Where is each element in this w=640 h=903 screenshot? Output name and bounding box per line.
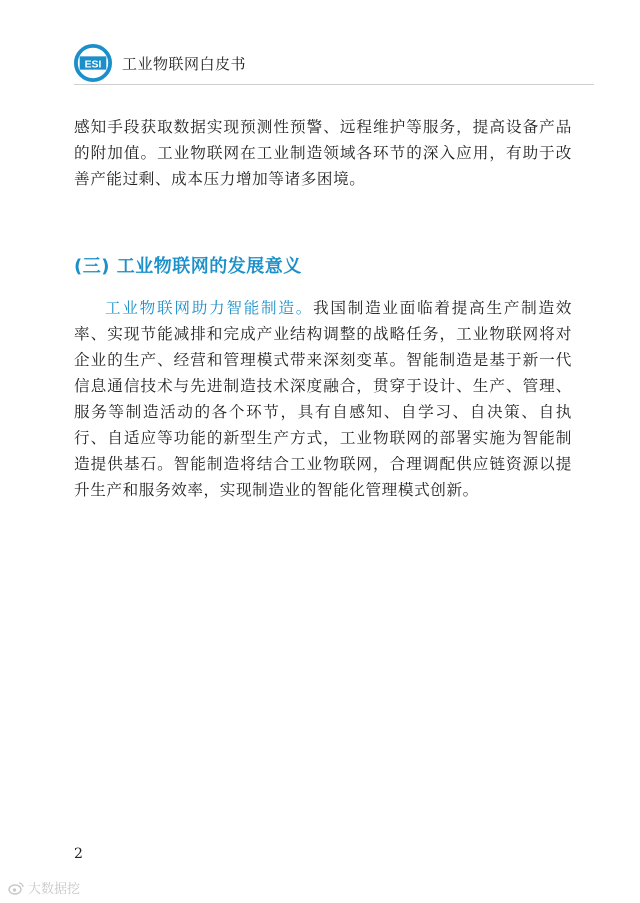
watermark-text: 大数据挖 [28, 882, 81, 897]
paragraph-intro: 感知手段获取数据实现预测性预警、远程维护等服务，提高设备产品的附加值。工业物联网在工业制造领域各环节的深入应用，有助于改善产能过剩、成本压力增加等诸多困境。 [74, 118, 572, 188]
page-header [74, 44, 246, 82]
document-title: 工业物联网白皮书 [122, 54, 247, 73]
page-number: 2 [74, 846, 83, 862]
weibo-icon [8, 881, 24, 895]
watermark [8, 878, 80, 897]
paragraph-section [74, 295, 572, 503]
esi-logo-icon [74, 44, 112, 82]
paragraph-lead: 工业物联网助力智能制造。 [105, 299, 314, 317]
logo-text: ESI [84, 59, 102, 71]
section-heading: (三) 工业物联网的发展意义 [74, 256, 302, 277]
paragraph-body: 我国制造业面临着提高生产制造效率、实现节能减排和完成产业结构调整的战略任务，工业物联网将对企业的生产、经营和管理模式带来深刻变革。智能制造是基于新一代信息通信技术与先进制造技术深度融合，贯穿于设计、生产、管理、服务等制造活动的各个环节，具有自感知、自学习、自决策、自执行、自适应等功能的新型生产方式，工业物联网的部署实施为智能制造提供基石。智能制造将结合工业物联网，合理调配供应链资源以提升生产和服务效率，实现制造业的智能化管理模式创新。 [74, 299, 572, 499]
header-divider [74, 84, 594, 85]
